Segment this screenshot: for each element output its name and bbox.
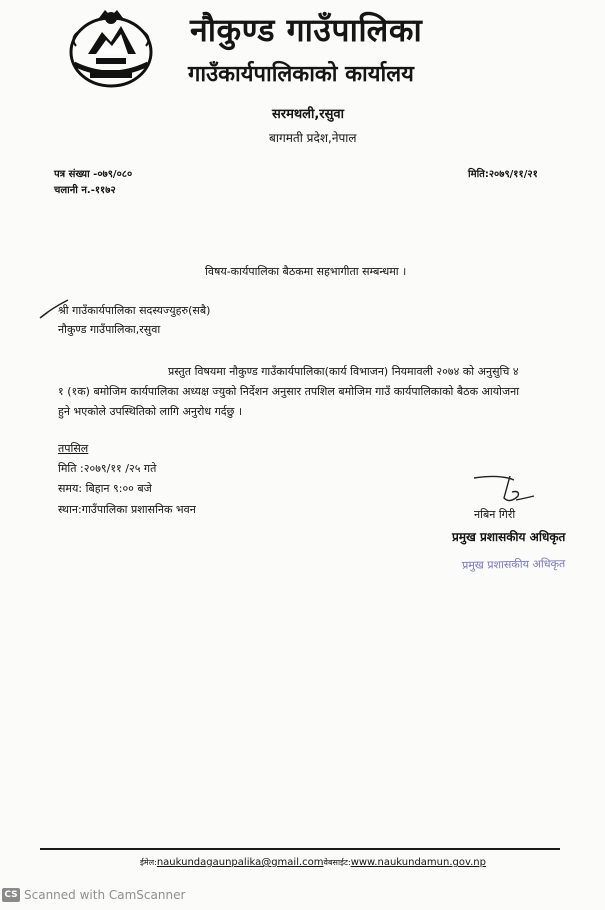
camscanner-logo-icon: CS	[2, 888, 20, 902]
address-line-1: सरमथली,रसुवा	[272, 107, 345, 122]
reference-number: पत्र संख्या -०७९/०८०	[54, 169, 133, 180]
website-link[interactable]: www.naukundamun.gov.np	[350, 857, 486, 868]
signatory-title: प्रमुख प्रशासकीय अधिकृत	[452, 530, 566, 544]
letter-subject: विषय-कार्यपालिका बैठकमा सहभागीता सम्बन्धमा ।	[205, 265, 407, 278]
signature-icon	[470, 472, 540, 508]
footer-contact	[140, 857, 486, 868]
body-line-1: प्रस्तुत विषयमा नौकुण्ड गाउँकार्यपालिका(कार्य विभाजन) नियमावली २०७४ को अनुसुचि ४	[168, 365, 519, 378]
email-label: ईमेल:	[140, 858, 157, 867]
signatory-name: नबिन गिरी	[474, 508, 516, 521]
addressee-line-1: श्री गाउँकार्यपालिका सदस्यज्युहरु(सबै)	[58, 304, 211, 317]
addressee-line-2: नौकुण्ड गाउँपालिका,रसुवा	[58, 323, 161, 336]
office-title: नौकुण्ड गाउँपालिका	[190, 11, 423, 49]
footer-divider	[40, 848, 560, 850]
body-line-2: १ (१क) बमोजिम कार्यपालिका अध्यक्ष ज्युको निर्देशन अनुसार तपशिल बमोजिम गाउँ कार्यपालिकाको बैठक आयोजना	[58, 385, 520, 398]
website-label: वेबसाईट:	[323, 858, 351, 867]
scanner-watermark: Scanned with CamScanner	[24, 888, 186, 902]
letter-date: मिति:२०७९/११/२१	[468, 169, 538, 180]
email-link[interactable]: naukundagaunpalika@gmail.com	[156, 857, 324, 868]
nepal-emblem-icon	[66, 8, 156, 90]
address-line-2: बागमती प्रदेश,नेपाल	[269, 131, 357, 145]
meeting-time: समय: बिहान ९:०० बजे	[58, 482, 152, 495]
details-heading: तपसिल	[58, 442, 89, 455]
meeting-place: स्थान:गाउँपालिका प्रशासनिक भवन	[58, 503, 196, 516]
body-line-3: हुने भएकोले उपस्थितिको लागि अनुरोध गर्दछु ।	[58, 405, 243, 418]
official-stamp: प्रमुख प्रशासकीय अधिकृत	[461, 557, 566, 572]
dispatch-number: चलानी न.-११७२	[54, 185, 116, 196]
meeting-date: मिति :२०७९/११ /२५ गते	[58, 462, 157, 475]
office-subtitle: गाउँकार्यपालिकाको कार्यालय	[188, 62, 414, 87]
